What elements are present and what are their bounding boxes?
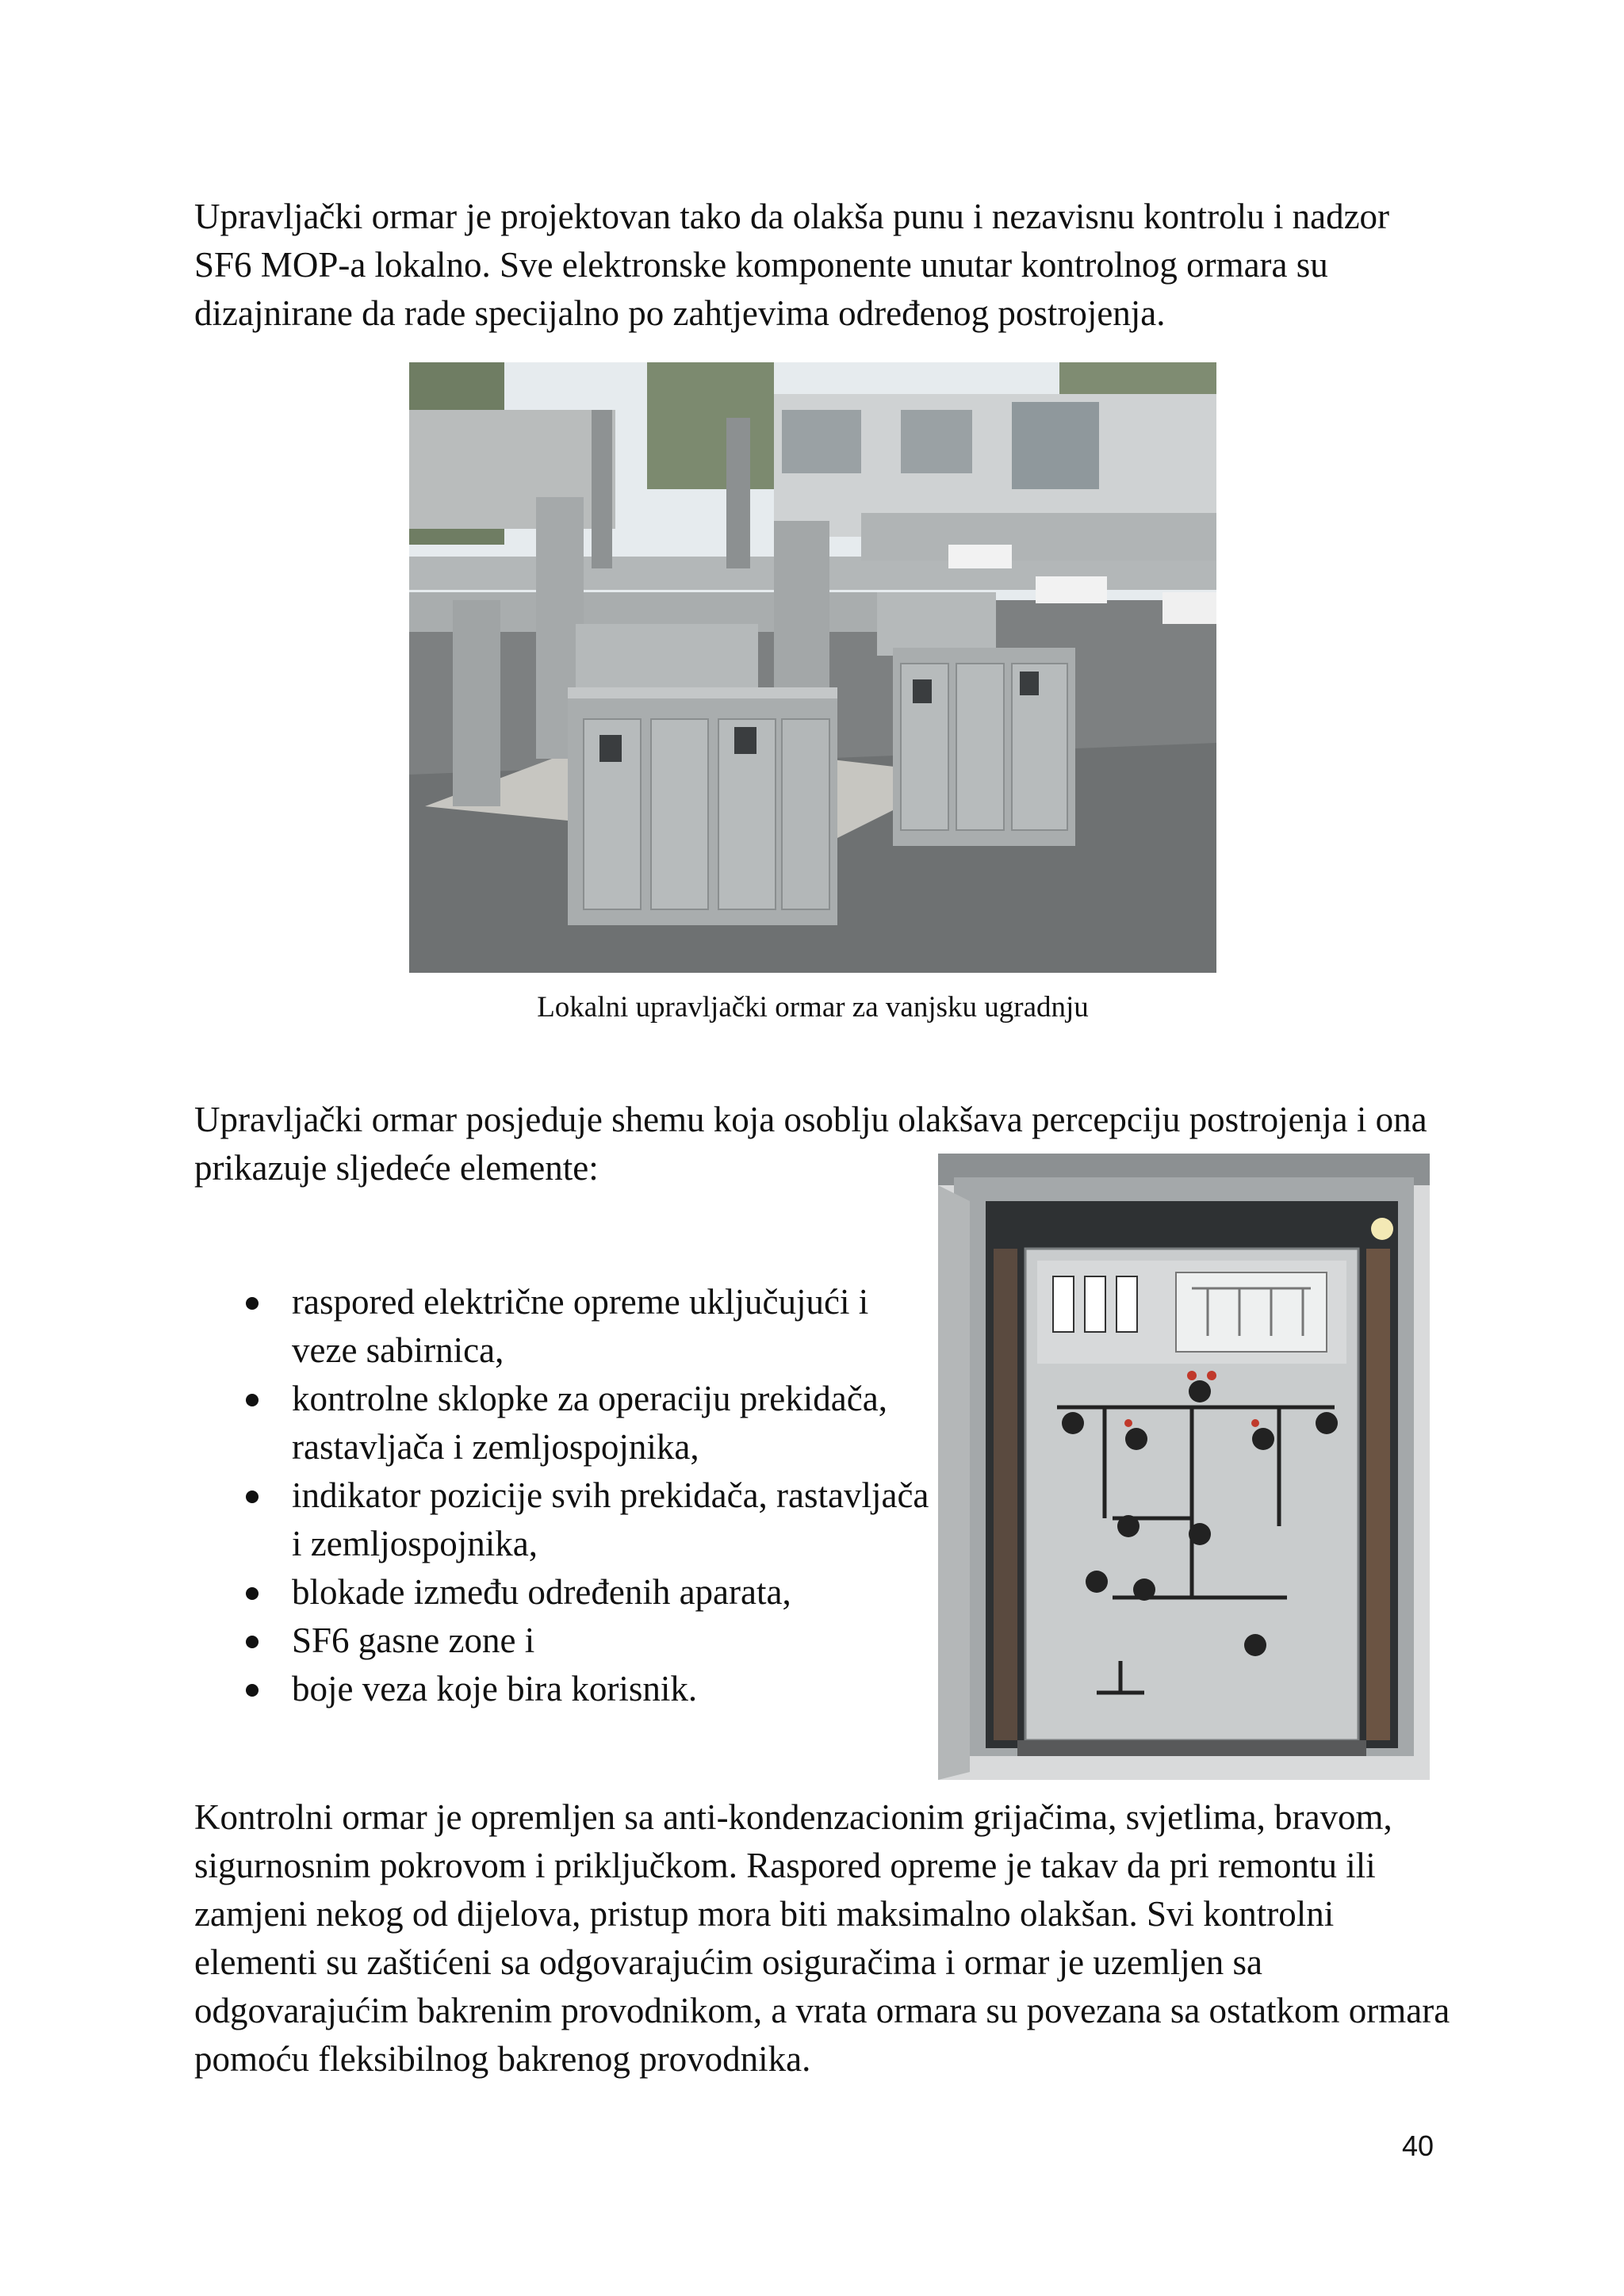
list-item: raspored električne opreme uključujući i veze sabirnica,: [238, 1278, 936, 1375]
list-item: kontrolne sklopke za operaciju prekidača, rastavljača i zemljospojnika,: [238, 1375, 936, 1471]
list-item: blokade između određenih aparata,: [238, 1568, 936, 1617]
bullet-icon: [246, 1636, 259, 1648]
bullet-icon: [246, 1684, 259, 1697]
intro-paragraph: Upravljački ormar je projektovan tako da olakša punu i nezavisnu kontrolu i nadzor SF6 MOP-a lokalno. Sve elektronske komponente unutar kontrolnog ormara su dizajnirane da rade specijalno po zahtjevima određenog postrojenja.: [194, 197, 1390, 333]
cabinet-details-paragraph: Kontrolni ormar je opremljen sa anti-kondenzacionim grijačima, svjetlima, bravom, sigurnosnim pokrovom i priključkom. Raspored opreme je takav da pri remontu ili zamjeni nekog od dijelova, pristup mora biti maksimalno olakšan. Svi kontrolni elementi su zaštićeni sa odgovarajućim osiguračima i ormar je uzemljen sa odgovarajućim bakrenim provodnikom, a vrata ormara su povezana sa ostatkom ormara pomoću fleksibilnog bakrenog provodnika.: [194, 1797, 1450, 2079]
element-list: [238, 1278, 936, 1713]
page-number: 40: [1402, 2130, 1434, 2162]
bullet-icon: [246, 1394, 259, 1406]
scheme-paragraph: Upravljački ormar posjeduje shemu koja osoblju olakšava percepciju postrojenja i ona prikazuje sljedeće elemente:: [194, 1100, 1427, 1188]
bullet-icon: [246, 1297, 259, 1310]
bullet-icon: [246, 1587, 259, 1600]
outdoor-control-cabinet-photo: [409, 362, 1216, 973]
list-item: boje veza koje bira korisnik.: [238, 1665, 936, 1713]
figure-caption: Lokalni upravljački ormar za vanjsku ugradnju: [537, 991, 1089, 1024]
bullet-icon: [246, 1490, 259, 1503]
list-item: indikator pozicije svih prekidača, rastavljača i zemljospojnika,: [238, 1471, 936, 1568]
list-item: SF6 gasne zone i: [238, 1617, 936, 1665]
mimic-panel-photo: [938, 1154, 1430, 1780]
